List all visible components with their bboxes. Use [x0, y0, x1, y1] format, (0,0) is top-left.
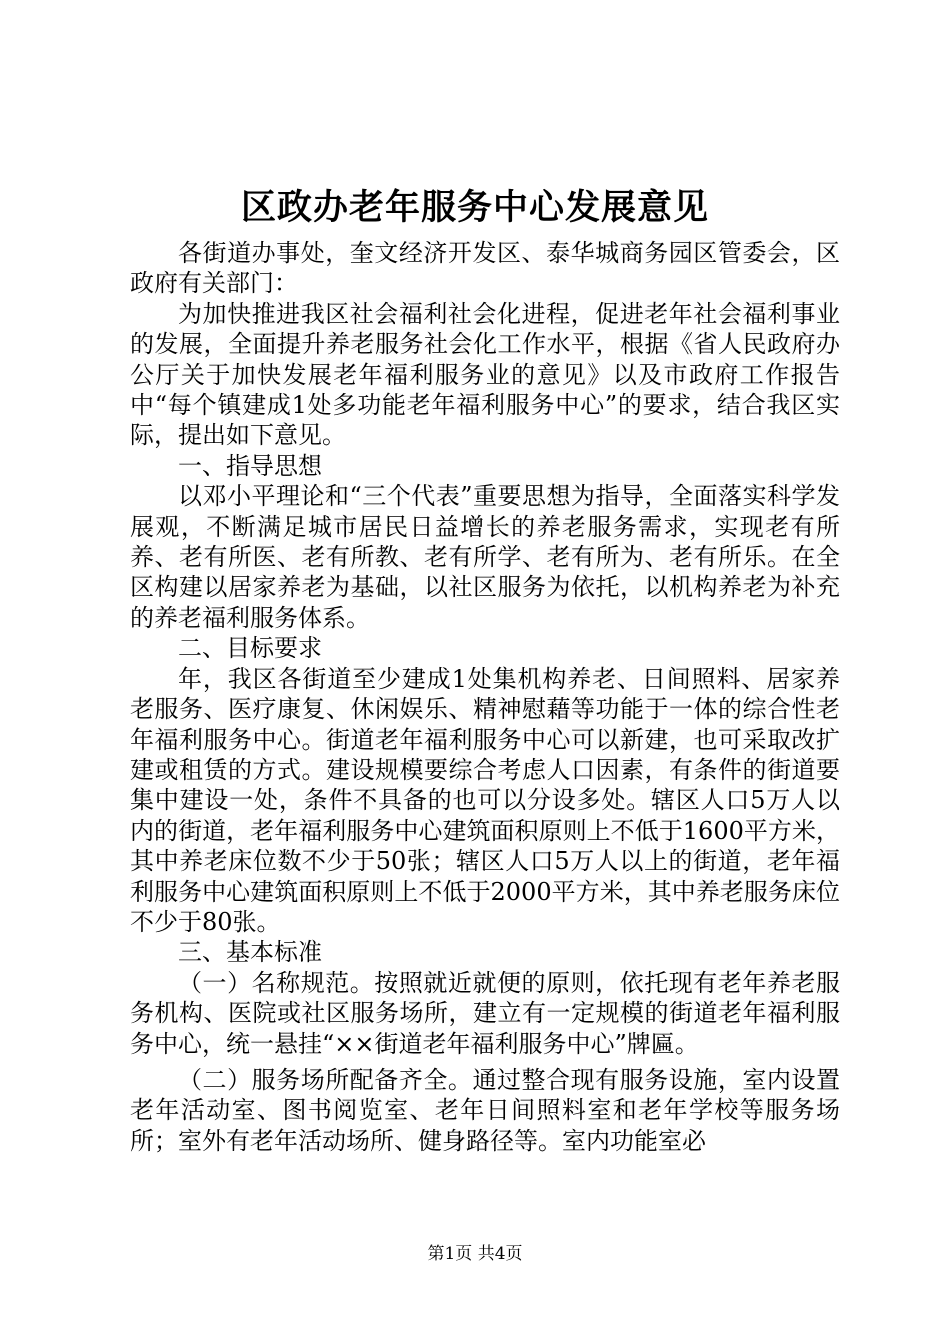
- section-heading-basic-standards: 三、基本标准: [178, 938, 322, 967]
- section-heading-guiding-ideology: 一、指导思想: [178, 451, 322, 480]
- targets-paragraph: 年，我区各街道至少建成1处集机构养老、日间照料、居家养老服务、医疗康复、休闲娱乐、精神慰藉等功能于一体的综合性老年福利服务中心。街道老年福利服务中心可以新建，也可采取改扩建或租赁的方式。建设规模要综合考虑人口因素，有条件的街道要集中建设一处，条件不具备的也可以分设多处。辖区人口5万人以内的街道，老年福利服务中心建筑面积原则上不低于1600平方米，其中养老床位数不少于50张；辖区人口5万人以上的街道，老年福利服务中心建筑面积原则上不低于2000平方米，其中养老服务床位不少于80张。: [130, 664, 840, 936]
- section-heading-targets: 二、目标要求: [178, 634, 322, 663]
- document-body: [130, 238, 840, 1156]
- document-title: 区政办老年服务中心发展意见: [240, 187, 709, 228]
- standard-naming-paragraph: （一）名称规范。按照就近就便的原则，依托现有老年养老服务机构、医院或社区服务场所，建立有一定规模的街道老年福利服务中心，统一悬挂“××街道老年福利服务中心”牌匾。: [130, 968, 840, 1058]
- standard-facilities-paragraph: （二）服务场所配备齐全。通过整合现有服务设施，室内设置老年活动室、图书阅览室、老年日间照料室和老年学校等服务场所；室外有老年活动场所、健身路径等。室内功能室必: [130, 1065, 840, 1155]
- addressee-paragraph: 各街道办事处，奎文经济开发区、泰华城商务园区管委会，区政府有关部门：: [130, 239, 840, 298]
- intro-paragraph: 为加快推进我区社会福利社会化进程，促进老年社会福利事业的发展，全面提升养老服务社会化工作水平，根据《省人民政府办公厅关于加快发展老年福利服务业的意见》以及市政府工作报告中“每个镇建成1处多功能老年福利服务中心”的要求，结合我区实际，提出如下意见。: [130, 299, 840, 450]
- page-number-footer: 第1页 共4页: [427, 1244, 523, 1264]
- guiding-ideology-paragraph: 以邓小平理论和“三个代表”重要思想为指导，全面落实科学发展观，不断满足城市居民日益增长的养老服务需求，实现老有所养、老有所医、老有所教、老有所学、老有所为、老有所乐。在全区构建以居家养老为基础，以社区服务为依托，以机构养老为补充的养老福利服务体系。: [130, 482, 840, 632]
